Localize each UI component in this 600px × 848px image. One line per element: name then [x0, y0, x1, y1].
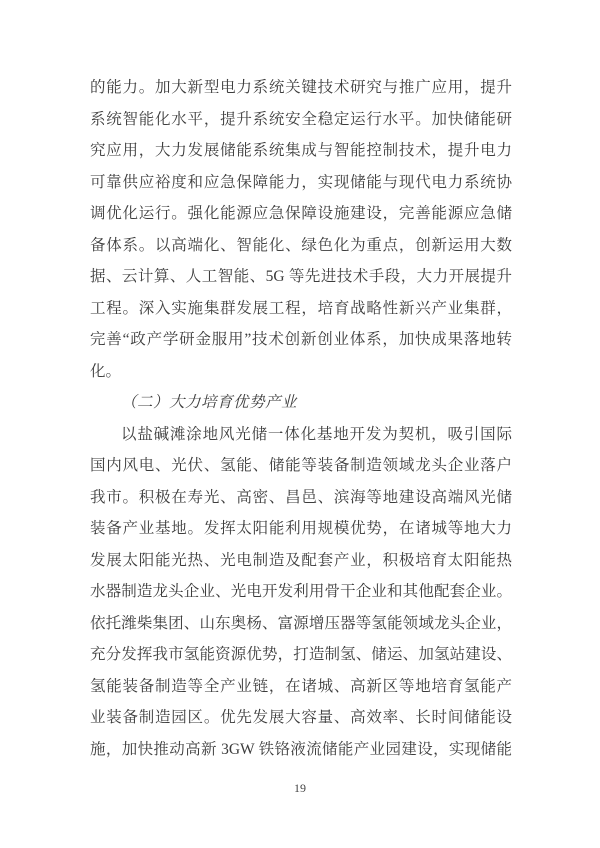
text-line: 施，加快推动高新 3GW 铁铬液流储能产业园建设，实现储能: [90, 740, 512, 758]
body-text-block: [90, 72, 512, 765]
text-line: 发展太阳能光热、光电制造及配套产业，积极培育太阳能热: [90, 551, 512, 569]
text-line: 系统智能化水平，提升系统安全稳定运行水平。加快储能研: [90, 110, 512, 128]
text-line: 充分发挥我市氢能资源优势，打造制氢、储运、加氢站建设、: [90, 646, 512, 663]
text-line: 调优化运行。强化能源应急保障设施建设，完善能源应急储: [90, 205, 512, 222]
text-line: 业装备制造园区。优先发展大容量、高效率、长时间储能设: [90, 709, 512, 726]
text-line: 的能力。加大新型电力系统关键技术研究与推广应用，提升: [90, 79, 512, 96]
text-line: 化。: [90, 362, 122, 380]
page-number: 19: [294, 781, 306, 795]
text-line: 装备产业基地。发挥太阳能利用规模优势，在诸城等地大力: [90, 520, 512, 537]
text-line: 究应用，大力发展储能系统集成与智能控制技术，提升电力: [90, 142, 512, 159]
text-line: 氢能装备制造等全产业链，在诸城、高新区等地培育氢能产: [90, 677, 512, 695]
section-heading: （二）大力培育优势产业: [121, 394, 298, 411]
text-line: 据、云计算、人工智能、5G 等先进技术手段，大力开展提升: [90, 268, 512, 285]
text-line: 我市。积极在寿光、高密、昌邑、滨海等地建设高端风光储: [90, 488, 512, 506]
text-line: 工程。深入实施集群发展工程，培育战略性新兴产业集群，: [90, 299, 512, 317]
text-line: 水器制造龙头企业、光电开发利用骨干企业和其他配套企业。: [90, 583, 512, 600]
text-line: 可靠供应裕度和应急保障能力，实现储能与现代电力系统协: [90, 173, 512, 191]
text-line: 备体系。以高端化、智能化、绿色化为重点，创新运用大数: [90, 236, 512, 254]
text-line: 依托潍柴集团、山东奥杨、富源增压器等氢能领域龙头企业，: [90, 614, 512, 632]
text-line: 国内风电、光伏、氢能、储能等装备制造领域龙头企业落户: [90, 457, 512, 474]
text-line: 完善“政产学研金服用”技术创新创业体系，加快成果落地转: [90, 331, 512, 348]
text-line: 以盐碱滩涂地风光储一体化基地开发为契机，吸引国际: [121, 425, 512, 443]
